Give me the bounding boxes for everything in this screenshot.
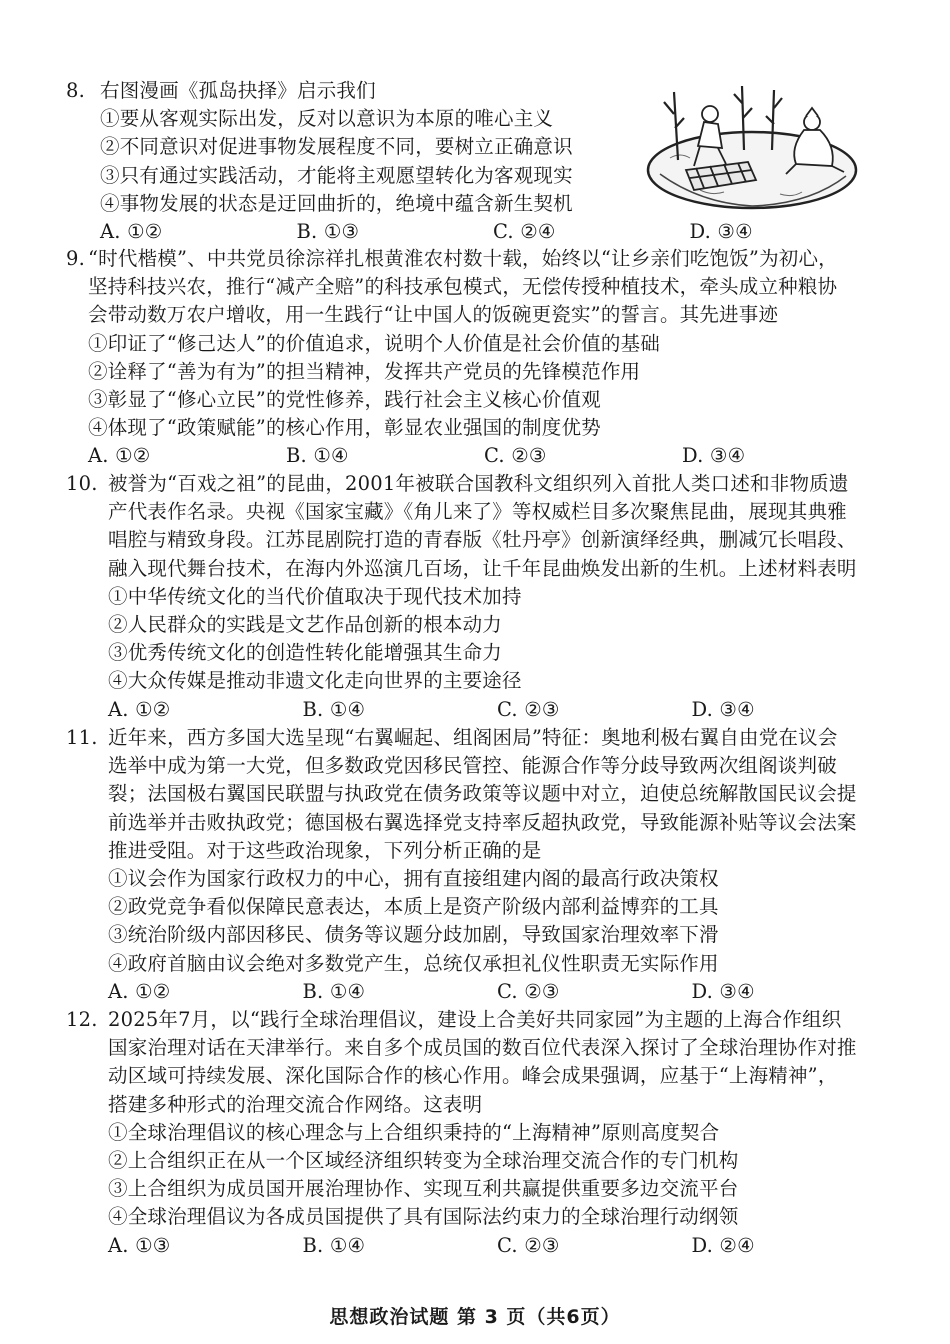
question-text: “时代楷模”、中共党员徐淙祥扎根黄淮农村数十载，始终以“让乡亲们吃饱饭”为初心， [88, 247, 838, 270]
choice-c: C. ②③ [497, 979, 560, 1003]
question-11-stem-line-5: 推进受阻。对于这些政治现象，下列分析正确的是 [108, 838, 542, 862]
question-11-stem-line-4: 前选举并击败执政党；德国极右翼选择党支持率反超执政党，导致能源补贴等议会法案 [108, 810, 857, 834]
option-statement-4: ④政府首脑由议会绝对多数党产生，总统仅承担礼仪性职责无实际作用 [108, 951, 719, 975]
choice-c: C. ②③ [497, 697, 560, 721]
question-10-stem-line-2: 产代表作名录。央视《国家宝藏》《角儿来了》等权威栏目多次聚焦昆曲，展现其典雅 [108, 500, 847, 524]
choice-a: A. ①② [88, 444, 151, 468]
choice-d: D. ③④ [689, 219, 753, 243]
choice-a: A. ①② [100, 219, 163, 243]
choice-b: B. ①③ [296, 219, 360, 243]
choice-b: B. ①④ [302, 697, 366, 721]
option-statement-4: ④全球治理倡议为各成员国提供了具有国际法约束力的全球治理行动纲领 [108, 1205, 739, 1229]
question-12-stem-line-1 [66, 1006, 886, 1034]
question-11 [66, 724, 886, 1006]
option-statement-3: ③统治阶级内部因移民、债务等议题分歧加剧，导致国家治理效率下滑 [108, 923, 719, 947]
question-9 [66, 245, 886, 471]
question-11-stem-line-2: 选举中成为第一大党，但多数政党因移民管控、能源合作等分歧导致两次组阁谈判破 [108, 754, 837, 778]
choice-a: A. ①② [108, 979, 171, 1003]
option-statement-4: ④大众传媒是推动非遗文化走向世界的主要途径 [108, 669, 522, 693]
question-text: 被誉为“百戏之祖”的昆曲，2001年被联合国教科文组织列入首批人类口述和非物质遗 [108, 472, 849, 495]
answer-choices [66, 442, 886, 470]
option-statement-4: ④事物发展的状态是迂回曲折的，绝境中蕴含新生契机 [100, 191, 573, 215]
question-number: 12. [66, 1008, 98, 1031]
option-statement-3: ③上合组织为成员国开展治理协作、实现互利共赢提供重要多边交流平台 [108, 1177, 739, 1201]
choice-d: D. ③④ [691, 979, 755, 1003]
question-number: 10. [66, 472, 98, 495]
option-statement-1: ①全球治理倡议的核心理念与上合组织秉持的“上海精神”原则高度契合 [108, 1120, 720, 1144]
question-9-stem-line-1 [66, 245, 886, 273]
question-number: 9. [66, 247, 86, 270]
question-number: 8. [66, 79, 86, 102]
question-11-stem-line-3: 裂；法国极右翼国民联盟与执政党在债务政策等议题中对立，迫使总统解散国民议会提 [108, 782, 857, 806]
question-10 [66, 470, 886, 724]
question-9-stem-line-2: 坚持科技兴农，推行“减产全赔”的科技承包模式，无偿传授种植技术，牵头成立种粮协 [88, 275, 838, 299]
option-statement-2: ②诠释了“善为有为”的担当精神，发挥共产党员的先锋模范作用 [88, 359, 641, 383]
option-statement-1: ①中华传统文化的当代价值取决于现代技术加持 [108, 584, 522, 608]
question-12-stem-line-4: 搭建多种形式的治理交流合作网络。这表明 [108, 1092, 483, 1116]
island-cartoon-illustration [640, 78, 860, 216]
option-statement-1: ①印证了“修己达人”的价值追求，说明个人价值是社会价值的基础 [88, 331, 660, 355]
question-text: 2025年7月，以“践行全球治理倡议，建设上合美好共同家园”为主题的上海合作组织 [108, 1008, 842, 1031]
choice-a: A. ①③ [108, 1233, 171, 1257]
question-11-stem-line-1 [66, 724, 886, 752]
answer-choices [66, 696, 886, 724]
answer-choices [66, 1232, 886, 1260]
option-statement-3: ③只有通过实践活动，才能将主观愿望转化为客观现实 [100, 163, 573, 187]
option-statement-4: ④体现了“政策赋能”的核心作用，彰显农业强国的制度优势 [88, 416, 601, 440]
choice-b: B. ①④ [302, 979, 366, 1003]
question-10-stem-line-4: 融入现代舞台技术，在海内外巡演几百场，让千年昆曲焕发出新的生机。上述材料表明 [108, 556, 857, 580]
page-footer: 思想政治试题 第 3 页（共6页） [329, 1306, 621, 1328]
question-text: 近年来，西方多国大选呈现“右翼崛起、组阁困局”特征：奥地利极右翼自由党在议会 [108, 726, 838, 749]
question-text: 右图漫画《孤岛抉择》启示我们 [100, 79, 376, 102]
answer-choices [66, 978, 886, 1006]
choice-c: C. ②③ [484, 444, 547, 468]
choice-d: D. ②④ [691, 1233, 755, 1257]
option-statement-3: ③彰显了“修心立民”的党性修养，践行社会主义核心价值观 [88, 387, 601, 411]
option-statement-2: ②人民群众的实践是文艺作品创新的根本动力 [108, 612, 503, 636]
choice-a: A. ①② [108, 697, 171, 721]
choice-d: D. ③④ [682, 444, 746, 468]
option-statement-1: ①议会作为国家行政权力的中心，拥有直接组建内阁的最高行政决策权 [108, 866, 719, 890]
option-statement-2: ②政党竞争看似保障民意表达，本质上是资产阶级内部利益博弈的工具 [108, 895, 719, 919]
option-statement-2: ②不同意识对促进事物发展程度不同，要树立正确意识 [100, 135, 573, 159]
question-10-stem-line-1 [66, 470, 886, 498]
option-statement-2: ②上合组织正在从一个区域经济组织转变为全球治理交流合作的专门机构 [108, 1148, 739, 1172]
question-number: 11. [66, 726, 98, 749]
choice-b: B. ①④ [286, 444, 349, 468]
option-statement-3: ③优秀传统文化的创造性转化能增强其生命力 [108, 641, 503, 665]
question-12 [66, 1006, 886, 1260]
choice-c: C. ②④ [493, 219, 556, 243]
question-10-stem-line-3: 唱腔与精致身段。江苏昆剧院打造的青春版《牡丹亭》创新演绎经典，删减冗长唱段、 [108, 528, 857, 552]
question-9-stem-line-3: 会带动数万农户增收，用一生践行“让中国人的饭碗更瓷实”的誓言。其先进事迹 [88, 303, 779, 327]
choice-d: D. ③④ [691, 697, 755, 721]
question-12-stem-line-3: 动区域可持续发展、深化国际合作的核心作用。峰会成果强调，应基于“上海精神”， [108, 1064, 838, 1088]
answer-choices [66, 218, 886, 246]
question-12-stem-line-2: 国家治理对话在天津举行。来自多个成员国的数百位代表深入探讨了全球治理协作对推 [108, 1036, 857, 1060]
option-statement-1: ①要从客观实际出发，反对以意识为本原的唯心主义 [100, 107, 554, 131]
choice-c: C. ②③ [497, 1233, 560, 1257]
choice-b: B. ①④ [302, 1233, 366, 1257]
